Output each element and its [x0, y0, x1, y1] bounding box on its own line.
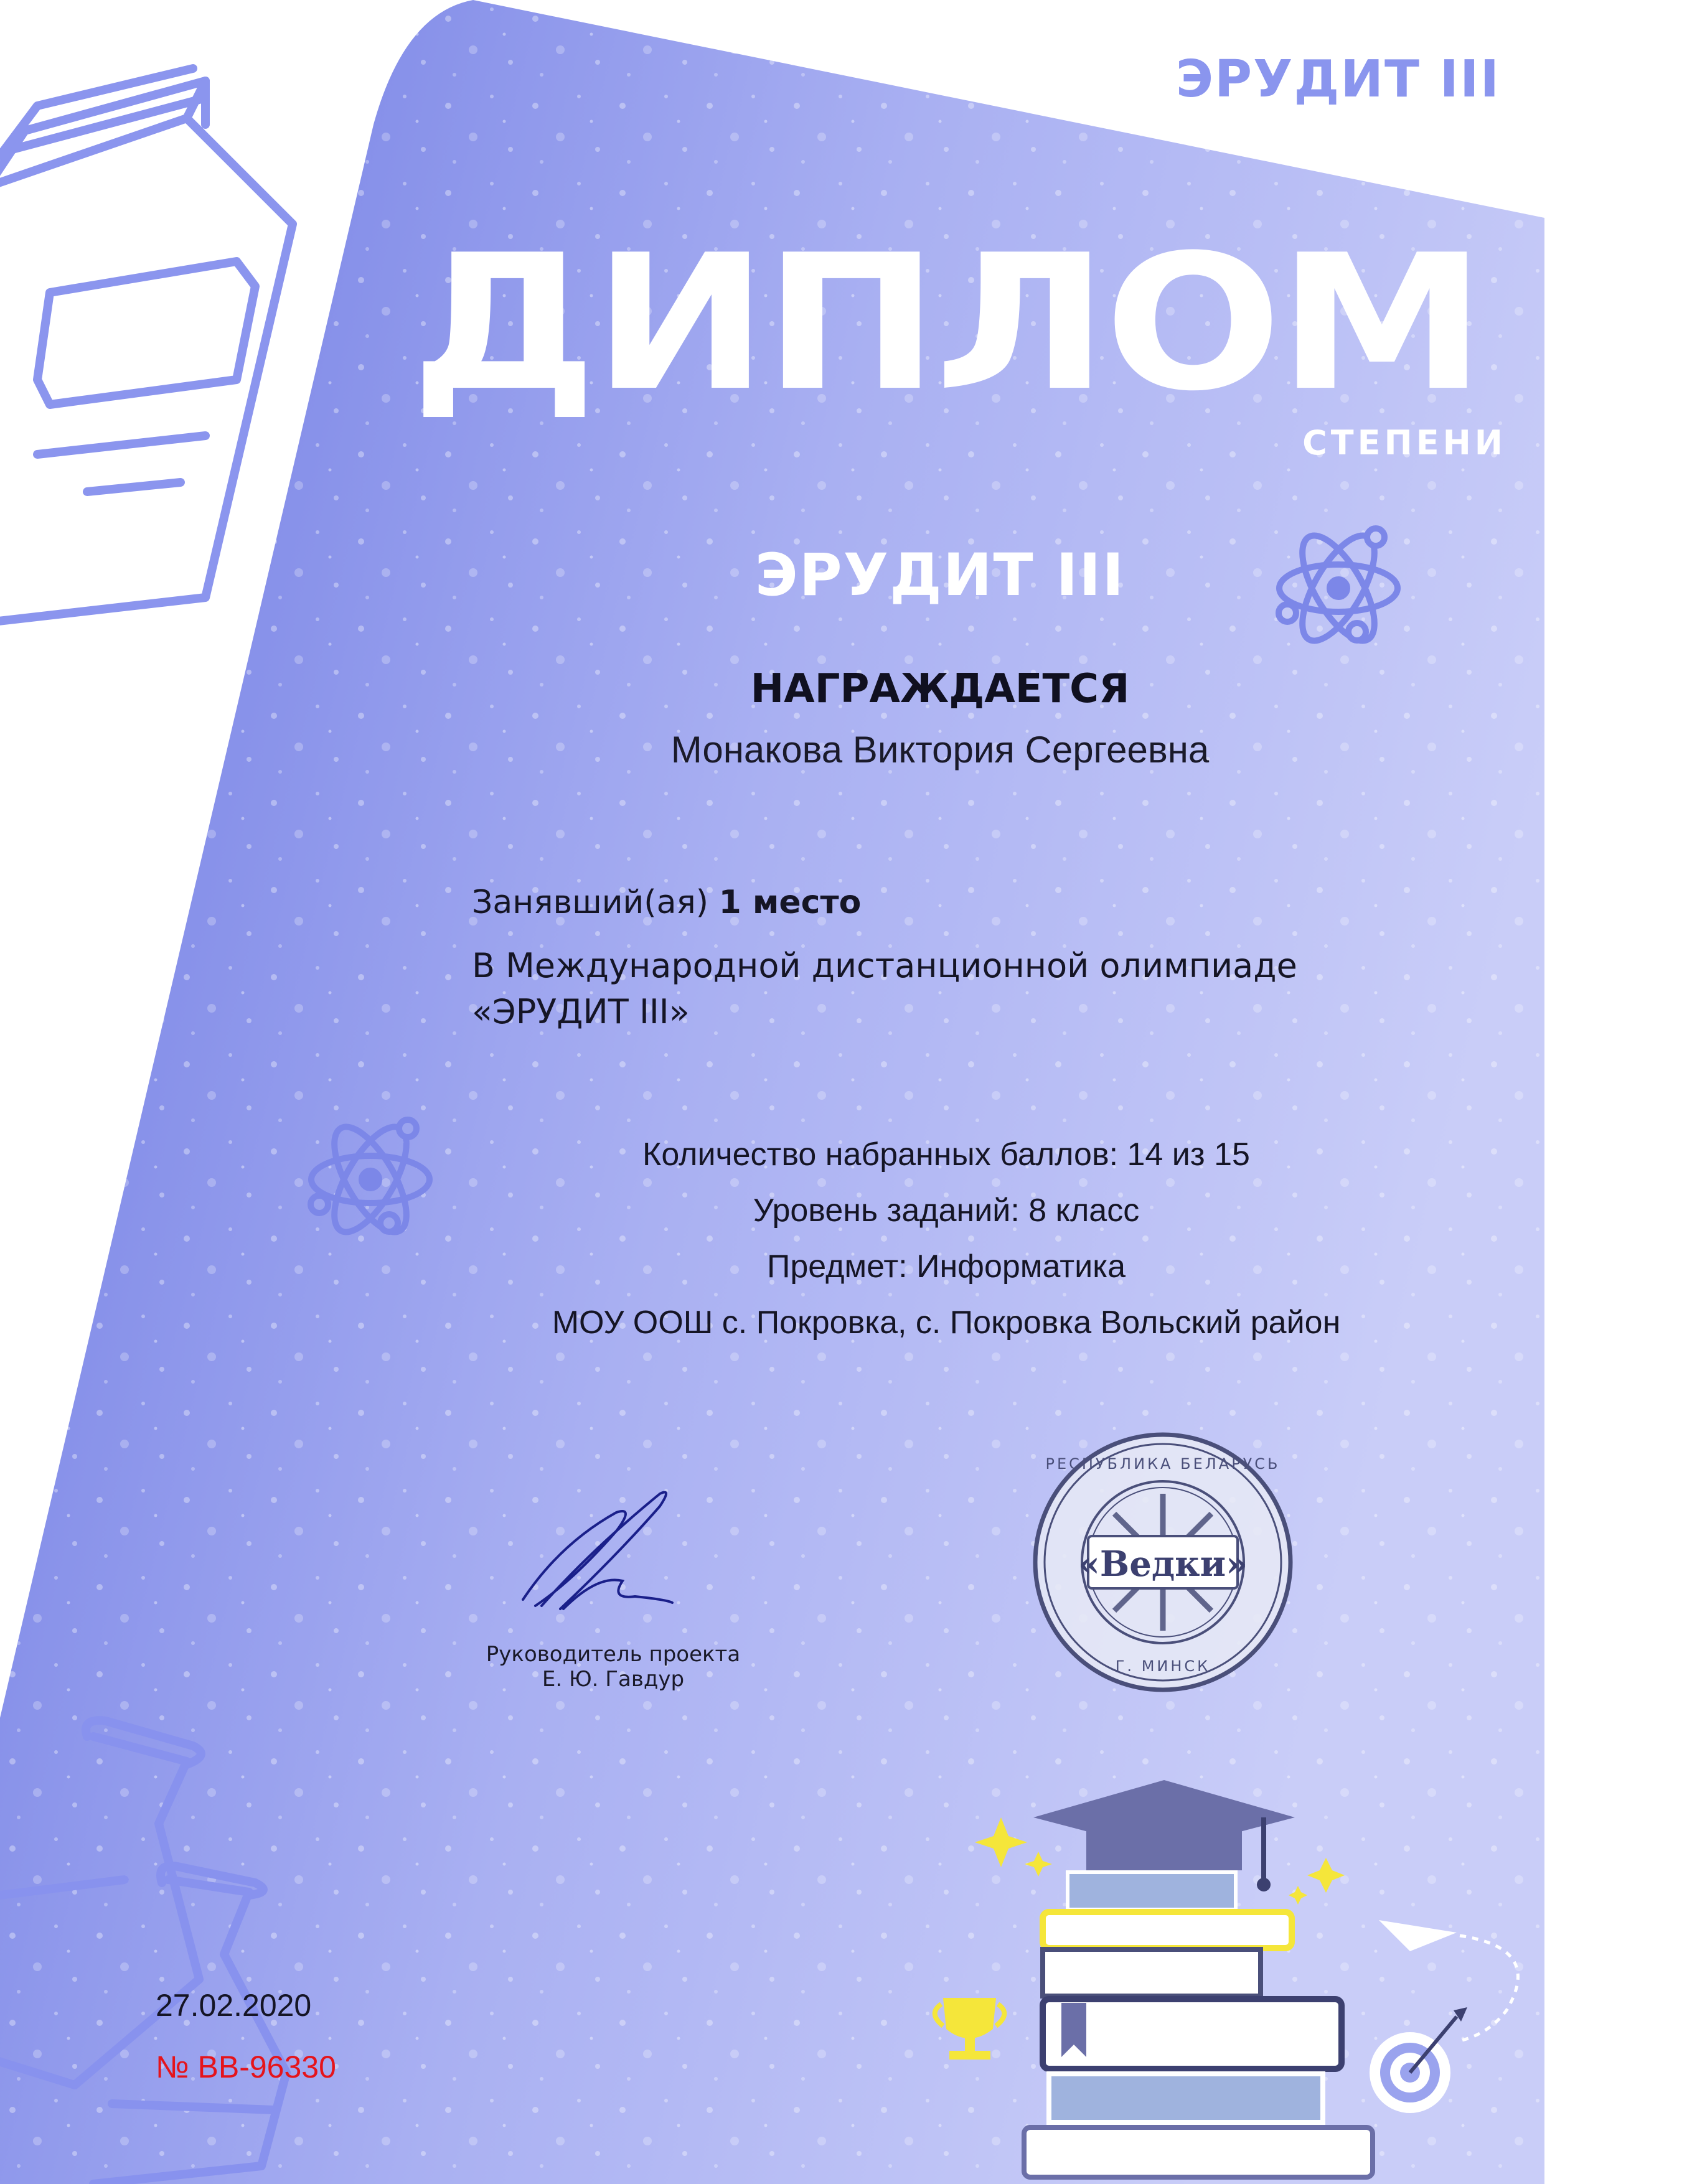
level-line: Уровень заданий: 8 класс: [753, 1193, 1140, 1229]
svg-text:Г. МИНСК: Г. МИНСК: [1115, 1657, 1211, 1675]
svg-text:РЕСПУБЛИКА БЕЛАРУСЬ: РЕСПУБЛИКА БЕЛАРУСЬ: [1045, 1455, 1281, 1473]
olympiad-description: [472, 943, 1406, 1035]
details-block: [436, 1127, 1457, 1351]
olympiad-line-1: В Международной дистанционной олимпиаде: [472, 946, 1297, 985]
place-prefix: Занявший(ая): [472, 884, 709, 921]
olympiad-name: ЭРУДИТ III: [754, 541, 1126, 609]
header-brand: ЭРУДИТ III: [1175, 50, 1500, 109]
place-line: [472, 884, 1406, 921]
score-line: Количество набранных баллов: 14 из 15: [642, 1137, 1250, 1173]
signer-role: Руководитель проекта: [486, 1642, 741, 1667]
diploma-degree: СТЕПЕНИ: [1302, 423, 1506, 462]
diploma-title: ДИПЛОМ 1: [411, 215, 1692, 432]
signer-caption: [436, 1642, 791, 1692]
awarded-label: НАГРАЖДАЕТСЯ: [750, 666, 1130, 712]
place-value: 1 место: [718, 884, 862, 921]
issue-date: 27.02.2020: [156, 1988, 312, 2023]
signer-name: Е. Ю. Гавдур: [542, 1667, 685, 1692]
olympiad-line-2: «ЭРУДИТ III»: [472, 992, 690, 1031]
subject-line: Предмет: Информатика: [767, 1249, 1126, 1285]
school-line: МОУ ООШ с. Покровка, с. Покровка Вольский район: [552, 1305, 1341, 1341]
diploma-number: № ВВ-96330: [156, 2050, 336, 2084]
stamp-icon: [1035, 1435, 1290, 1690]
svg-text:«Ведки»: «Ведки»: [1078, 1544, 1248, 1585]
recipient-name: Монакова Виктория Сергеевна: [670, 729, 1210, 771]
